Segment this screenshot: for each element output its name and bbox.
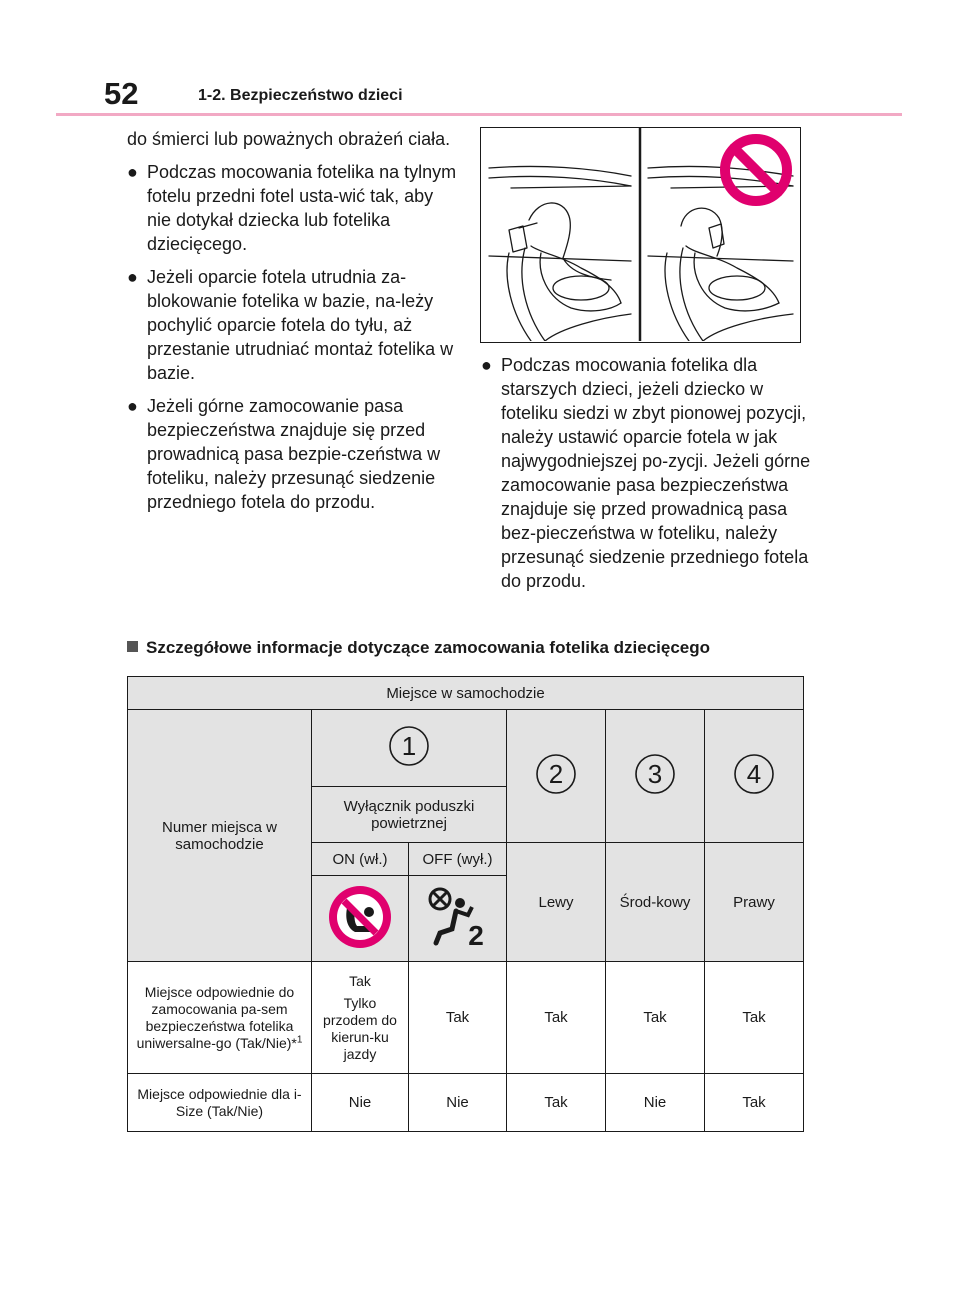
bullet-dot: ●: [481, 355, 492, 375]
airbag-on-icon-cell: [312, 876, 409, 962]
list-item-text: Jeżeli górne zamocowanie pasa bezpieczeństwa znajduje się przed prowadnicą pasa bezpie-czeństwa w foteliku, należy przesunąć siedzenie przedniego fotela do przodu.: [147, 396, 441, 512]
list-item-text: Podczas mocowania fotelika dla starszych dzieci, jeżeli dziecko w foteliku siedzi w zbyt pionowej pozycji, należy ustawić oparcie fotela w jak najwygodniejszej po-zycji. Jeżeli górne zamocowanie pasa bezpieczeństwa znajduje się przed prowadnicą pasa bez-pieczeństwa w foteliku, należy przesunąć siedzenie przedniego fotela do przodu.: [501, 355, 811, 591]
cell-isize-left: Tak: [507, 1074, 606, 1132]
position-left: Lewy: [507, 843, 606, 962]
seat-number-text: 4: [746, 759, 762, 789]
seat-info-table: [127, 676, 804, 1132]
airbag-off-icon-cell: [409, 876, 507, 962]
table-title: Miejsce w samochodzie: [128, 677, 804, 710]
row-label-isize: Miejsce odpowiednie dla i-Size (Tak/Nie): [128, 1074, 312, 1132]
cell-universal-right: Tak: [705, 962, 804, 1074]
airbag-switch-label: Wyłącznik poduszki powietrznej: [312, 787, 507, 843]
airbag-off-passenger-icon: [426, 885, 490, 949]
cell-isize-off: Nie: [409, 1074, 507, 1132]
cell-universal-off: Tak: [409, 962, 507, 1074]
intro-text: do śmierci lub poważnych obrażeń ciała.: [127, 129, 451, 149]
seat-number-text: 2: [548, 759, 564, 789]
square-bullet-icon: [127, 641, 138, 652]
seat-number-text: 3: [647, 759, 663, 789]
bullet-dot: ●: [127, 396, 138, 416]
position-center: Środ-kowy: [606, 843, 705, 962]
seat-illustration: [480, 127, 801, 343]
circled-number-2-icon: [534, 752, 578, 796]
list-item: [127, 265, 457, 385]
seat-number-1: [312, 710, 507, 787]
airbag-off-label: OFF (wył.): [409, 843, 507, 876]
seat-number-2: [507, 710, 606, 843]
seat-number-text: 1: [401, 731, 417, 761]
seat-number-3: [606, 710, 705, 843]
cell-isize-on: Nie: [312, 1074, 409, 1132]
circled-number-4-icon: [732, 752, 776, 796]
list-item-text: Jeżeli oparcie fotela utrudnia za-blokowanie fotelika w bazie, na-leży pochylić oparcie fotela do tyłu, aż przestanie utrudniać montaż fotelika w bazie.: [147, 267, 454, 383]
cell-universal-center: Tak: [606, 962, 705, 1074]
section-title: 1-2. Bezpieczeństwo dzieci: [198, 87, 403, 104]
no-rear-facing-seat-icon: [325, 882, 395, 952]
header-divider: [56, 113, 902, 116]
bullet-dot: ●: [127, 162, 138, 182]
cell-isize-right: Tak: [705, 1074, 804, 1132]
airbag-on-label: ON (wł.): [312, 843, 409, 876]
cell-isize-center: Nie: [606, 1074, 705, 1132]
seat-number-4: [705, 710, 804, 843]
list-item-text: Podczas mocowania fotelika na tylnym fotelu przedni fotel usta-wić tak, aby nie dotykał dziecka lub fotelika dziecięcego.: [147, 162, 457, 254]
cell-universal-left: Tak: [507, 962, 606, 1074]
circled-number-3-icon: [633, 752, 677, 796]
left-column: [127, 127, 457, 523]
airbag-off-icon-digit: 2: [467, 919, 484, 949]
page-number: 52: [104, 76, 139, 111]
cell-universal-on: [312, 962, 409, 1074]
list-item: [127, 160, 457, 256]
right-column: [481, 353, 811, 602]
seat-number-label: Numer miejsca w samochodzie: [128, 710, 312, 962]
bullet-dot: ●: [127, 267, 138, 287]
cell-note: Tylko przodem do kierun-ku jazdy: [323, 994, 397, 1062]
list-item: [127, 394, 457, 514]
cell-text: Tak: [349, 972, 371, 989]
list-item: [481, 353, 811, 593]
position-right: Prawy: [705, 843, 804, 962]
row-label-universal: Miejsce odpowiednie do zamocowania pa-sem bezpieczeństwa fotelika uniwersalne-go (Tak/Nie)*$^1$: [128, 962, 312, 1074]
circled-number-1-icon: [387, 724, 431, 768]
table-heading: Szczegółowe informacje dotyczące zamocowania fotelika dziecięcego: [127, 637, 817, 659]
footnote-marker: 1: [296, 1033, 303, 1045]
